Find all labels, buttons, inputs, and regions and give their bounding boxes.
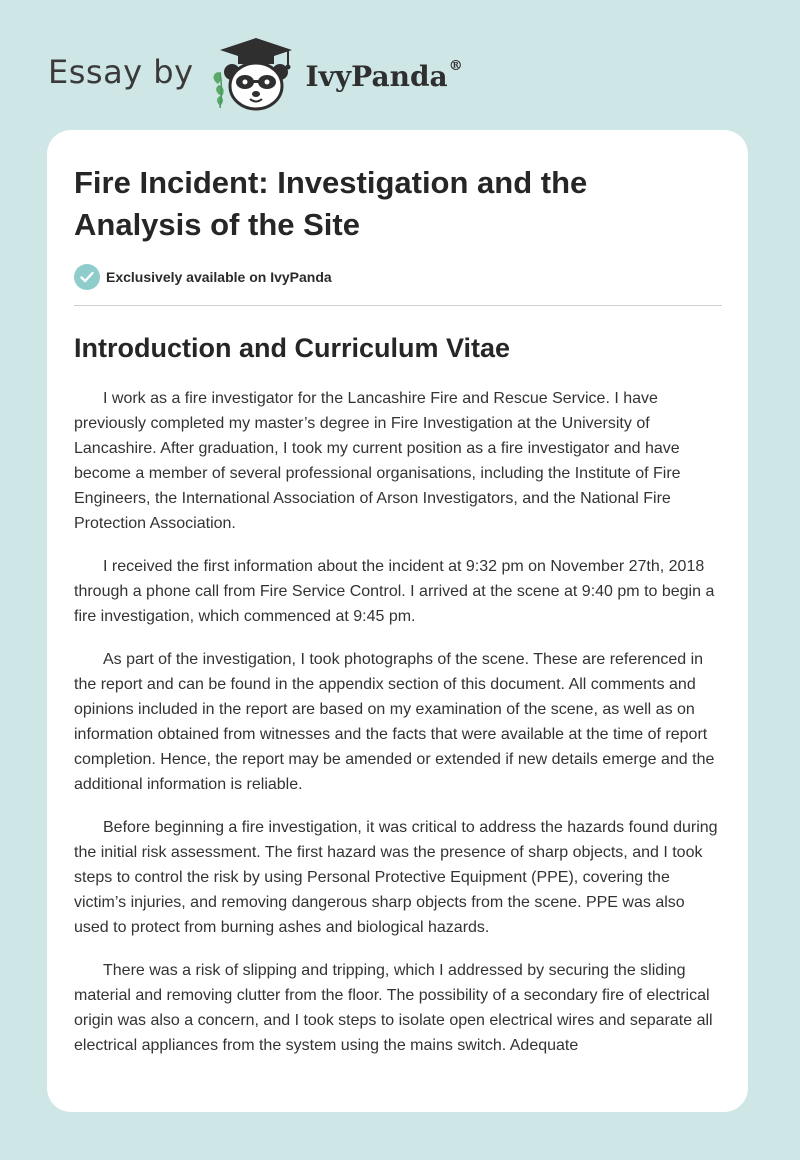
section-heading: Introduction and Curriculum Vitae xyxy=(74,333,511,363)
check-circle-icon xyxy=(74,264,100,290)
article-title-line1: Fire Incident: Investigation and the xyxy=(74,165,588,200)
paragraph: I received the first information about the incident at 9:32 pm on November 27th, 2018 through a phone call from Fire Service Control. I arrived at the scene at 9:40 pm to begin a fire investigation, which commenced at 9:45 pm. xyxy=(74,558,715,625)
paragraph: Before beginning a fire investigation, it was critical to address the hazards found during the initial risk assessment. The first hazard was the presence of sharp objects, and I took steps to control the risk by using Personal Protective Equipment (PPE), covering the victim’s injuries, and removing dangerous sharp objects from the scene. PPE was also used to protect from burning ashes and biological hazards. xyxy=(74,819,718,936)
paragraph: I work as a fire investigator for the Lancashire Fire and Rescue Service. I have previously completed my master’s degree in Fire Investigation at the University of Lancashire. After graduation, I took my current position as a fire investigator and have become a member of several professional organisations, including the Institute of Fire Engineers, the International Association of Arson Investigators, and the National Fire Protection Association. xyxy=(74,390,681,532)
trademark-symbol: ® xyxy=(448,57,463,74)
panda-graduate-icon xyxy=(208,36,300,112)
exclusive-badge xyxy=(74,264,722,290)
divider xyxy=(74,305,722,306)
site-header xyxy=(48,34,463,114)
brand-name: IvyPanda® xyxy=(305,57,463,93)
article-title xyxy=(74,162,722,246)
article-title-line2: Analysis of the Site xyxy=(74,207,360,242)
essay-by-label: Essay by xyxy=(48,53,194,91)
paragraph: As part of the investigation, I took photographs of the scene. These are referenced in the report and can be found in the appendix section of this document. All comments and opinions included in the report are based on my examination of the scene, as well as on information obtained from witnesses and the facts that were available at the time of report completion. Hence, the report may be amended or extended if new details emerge and the additional information is reliable. xyxy=(74,651,715,793)
article-card xyxy=(47,130,748,1112)
paragraph: There was a risk of slipping and tripping, which I addressed by securing the sliding material and removing clutter from the floor. The possibility of a secondary fire of electrical origin was also a concern, and I took steps to isolate open electrical wires and separate all electrical appliances from the system using the mains switch. Adequate xyxy=(74,962,713,1054)
exclusive-badge-text: Exclusively available on IvyPanda xyxy=(106,269,332,285)
